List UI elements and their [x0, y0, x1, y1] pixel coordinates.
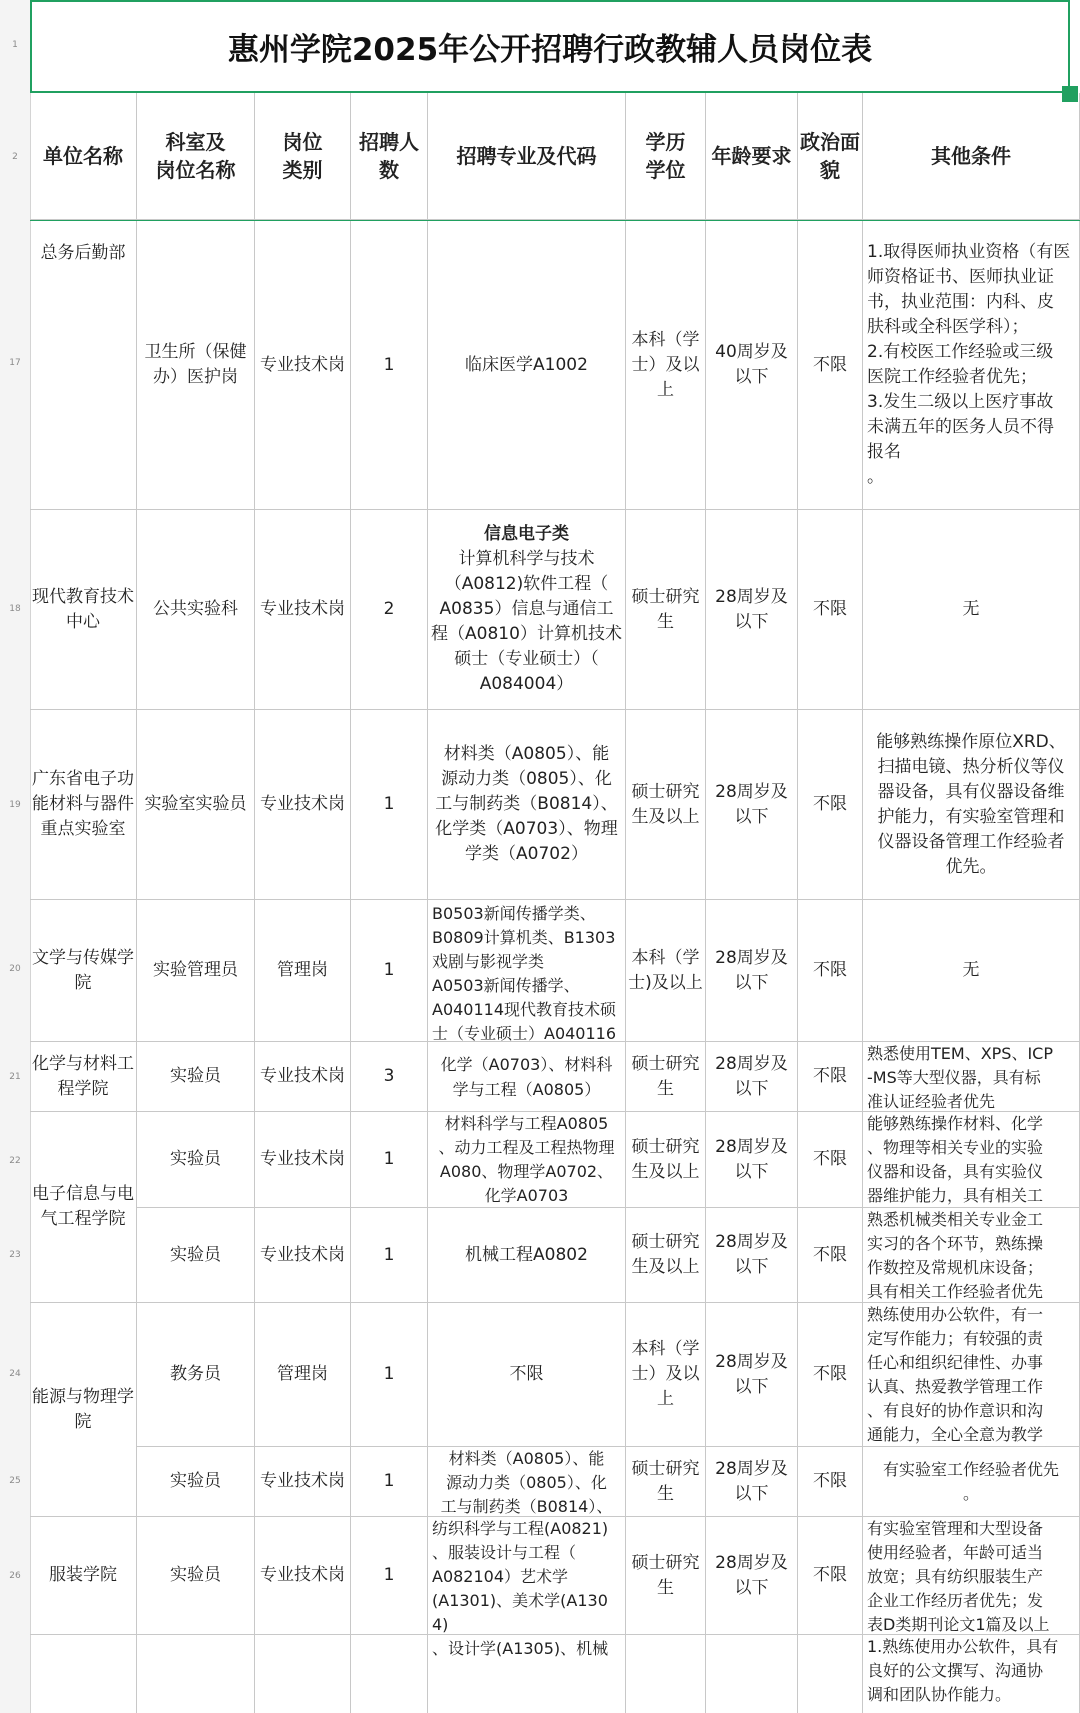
cell-unit[interactable]: 化学与材料工 程学院 [30, 1042, 137, 1112]
cell-post[interactable]: 实验管理员 [137, 900, 255, 1042]
cell-education[interactable]: 硕士研究 生及以上 [626, 1208, 706, 1303]
cell-age[interactable]: 28周岁及 以下 [706, 1303, 798, 1447]
cell-political[interactable]: 不限 [798, 1447, 863, 1517]
cell-education[interactable]: 硕士研究 生及以上 [626, 1112, 706, 1208]
cell-education[interactable]: 硕士研究 生 [626, 1517, 706, 1635]
cell-political[interactable]: 不限 [798, 1112, 863, 1208]
cell-unit[interactable]: 电子信息与电 气工程学院 [30, 1112, 137, 1303]
cell-post[interactable]: 实验员 [137, 1447, 255, 1517]
cell-age[interactable]: 28周岁及 以下 [706, 1112, 798, 1208]
cell-major[interactable]: 材料类（A0805）、能 源动力类（0805）、化 工与制药类（B0814）、 化学类（A0703）、物理 学类（A0702） [428, 710, 626, 900]
cell-other[interactable]: 1.熟练使用办公软件，具有 良好的公文撰写、沟通协 调和团队协作能力。 [863, 1635, 1080, 1713]
header-age[interactable]: 年龄要求 [706, 93, 798, 220]
row-number[interactable]: 22 [9, 1156, 21, 1166]
cell-education[interactable]: 硕士研究 生及以上 [626, 710, 706, 900]
cell-post[interactable]: 卫生所（保健 办）医护岗 [137, 221, 255, 510]
cell-other[interactable]: 熟悉机械类相关专业金工 实习的各个环节，熟练操 作数控及常规机床设备； 具有相关工作经验者优先 [863, 1208, 1080, 1303]
header-political[interactable]: 政治面 貌 [798, 93, 863, 220]
major-list-text: 计算机科学与技术 （A0812)软件工程（ A0835）信息与通信工 程（A0810）计算机技术 硕士（专业硕士）（ A084004） [431, 549, 622, 694]
cell-count[interactable]: 3 [351, 1042, 428, 1112]
cell-type[interactable]: 专业技术岗 [255, 1517, 351, 1635]
cell-other[interactable]: 1.取得医师执业资格（有医 师资格证书、医师执业证 书，执业范围：内科、皮 肤科或全科医学科）； 2.有校医工作经验或三级 医院工作经验者优先； 3.发生二级以上医疗事故 未满五年的医务人员不得 报名 。 [863, 221, 1080, 510]
row-number[interactable]: 24 [9, 1369, 21, 1379]
cell-type[interactable]: 专业技术岗 [255, 221, 351, 510]
cell-count[interactable]: 1 [351, 1303, 428, 1447]
header-type[interactable]: 岗位 类别 [255, 93, 351, 220]
cell-political[interactable] [798, 1635, 863, 1713]
cell-political[interactable]: 不限 [798, 510, 863, 710]
cell-education[interactable]: 本科（学 士）及以 上 [626, 221, 706, 510]
cell-major[interactable] [428, 1635, 626, 1713]
cell-other[interactable]: 能够熟练操作原位XRD、 扫描电镜、热分析仪等仪 器设备，具有仪器设备维 护能力，有实验室管理和 仪器设备管理工作经验者 优先。 [863, 710, 1080, 900]
row-number[interactable]: 20 [9, 964, 21, 974]
cell-education[interactable]: 本科（学 士）及以 上 [626, 1303, 706, 1447]
cell-type[interactable]: 专业技术岗 [255, 710, 351, 900]
row-number[interactable]: 21 [9, 1072, 21, 1082]
cell-unit[interactable]: 文学与传媒学 院 [30, 900, 137, 1042]
cell-age[interactable]: 28周岁及 以下 [706, 510, 798, 710]
cell-major[interactable]: 材料类（A0805）、能 源动力类（0805）、化 工与制药类（B0814）、 [428, 1447, 626, 1517]
cell-post[interactable]: 教务员 [137, 1303, 255, 1447]
cell-count[interactable] [351, 1635, 428, 1713]
cell-unit[interactable]: 服装学院 [30, 1517, 137, 1635]
cell-post[interactable] [137, 1635, 255, 1713]
cell-education[interactable]: 硕士研究 生 [626, 1042, 706, 1112]
row-number[interactable]: 18 [9, 604, 21, 614]
cell-type[interactable]: 专业技术岗 [255, 1042, 351, 1112]
header-post[interactable]: 科室及 岗位名称 [137, 93, 255, 220]
cell-other[interactable]: 有实验室工作经验者优先 。 [863, 1447, 1080, 1517]
cell-count[interactable]: 2 [351, 510, 428, 710]
cell-post[interactable]: 实验室实验员 [137, 710, 255, 900]
cell-unit[interactable]: 总务后勤部 [30, 221, 137, 510]
cell-major[interactable]: 纺织科学与工程(A0821) 、服装设计与工程（ A082104）艺术学 (A1301)、美术学(A1304) 、设计学(A1305)、机械 [428, 1517, 626, 1635]
cell-post[interactable]: 实验员 [137, 1208, 255, 1303]
cell-education[interactable]: 硕士研究 生 [626, 1447, 706, 1517]
row-number[interactable]: 25 [9, 1476, 21, 1486]
cell-education[interactable] [626, 1635, 706, 1713]
cell-post[interactable]: 实验员 [137, 1042, 255, 1112]
cell-political[interactable]: 不限 [798, 1303, 863, 1447]
cell-age[interactable]: 28周岁及 以下 [706, 1042, 798, 1112]
cell-type[interactable]: 专业技术岗 [255, 1447, 351, 1517]
cell-unit[interactable]: 能源与物理学 院 [30, 1303, 137, 1517]
cell-major[interactable]: B0503新闻传播学类、 B0809计算机类、B1303 戏剧与影视学类 A0503新闻传播学、 A040114现代教育技术硕 士（专业硕士）A040116 [428, 900, 626, 1042]
cell-other[interactable]: 有实验室管理和大型设备 使用经验者，年龄可适当 放宽；具有纺织服装生产 企业工作经历者优先；发 表D类期刊论文1篇及以上 [863, 1517, 1080, 1635]
cell-political[interactable]: 不限 [798, 1042, 863, 1112]
cell-count[interactable]: 1 [351, 221, 428, 510]
cell-unit[interactable] [30, 1635, 137, 1713]
cell-political[interactable]: 不限 [798, 710, 863, 900]
cell-major[interactable]: 化学（A0703）、材料科 学与工程（A0805） [428, 1042, 626, 1112]
cell-other[interactable]: 熟练使用办公软件，有一 定写作能力；有较强的责 任心和组织纪律性、办事 认真、热爱教学管理工作 、有良好的协作意识和沟 通能力，全心全意为教学 [863, 1303, 1080, 1447]
cell-type[interactable]: 专业技术岗 [255, 1112, 351, 1208]
row-number[interactable]: 1 [12, 40, 18, 50]
cell-unit[interactable]: 现代教育技术 中心 [30, 510, 137, 710]
cell-age[interactable]: 28周岁及 以下 [706, 900, 798, 1042]
cell-age[interactable]: 28周岁及 以下 [706, 1208, 798, 1303]
cell-post[interactable]: 实验员 [137, 1517, 255, 1635]
cell-education[interactable]: 本科（学 士)及以上 [626, 900, 706, 1042]
row-number[interactable]: 19 [9, 800, 21, 810]
row-number[interactable]: 17 [9, 358, 21, 368]
cell-type[interactable]: 专业技术岗 [255, 510, 351, 710]
cell-age[interactable]: 40周岁及 以下 [706, 221, 798, 510]
cell-political[interactable]: 不限 [798, 1208, 863, 1303]
cell-other[interactable]: 能够熟练操作材料、化学 、物理等相关专业的实验 仪器和设备，具有实验仪 器维护能力，具有相关工 [863, 1112, 1080, 1208]
sheet-title-cell[interactable]: 惠州学院2025年公开招聘行政教辅人员岗位表 [30, 0, 1070, 93]
cell-count[interactable]: 1 [351, 710, 428, 900]
major-category-label: 信息电子类 [484, 524, 569, 544]
cell-other[interactable]: 无 [863, 900, 1080, 1042]
row-number-gutter [0, 0, 31, 1713]
cell-other[interactable]: 熟悉使用TEM、XPS、ICP -MS等大型仪器，具有标 准认证经验者优先 [863, 1042, 1080, 1112]
cell-major[interactable]: 临床医学A1002 [428, 221, 626, 510]
cell-count[interactable]: 1 [351, 1517, 428, 1635]
cell-post[interactable]: 实验员 [137, 1112, 255, 1208]
cell-major[interactable]: 材料科学与工程A0805 、动力工程及工程热物理 A080、物理学A0702、 化学A0703 [428, 1112, 626, 1208]
cell-age[interactable]: 28周岁及 以下 [706, 1447, 798, 1517]
header-unit[interactable]: 单位名称 [30, 93, 137, 220]
cell-type[interactable]: 专业技术岗 [255, 1208, 351, 1303]
cell-unit[interactable]: 广东省电子功 能材料与器件 重点实验室 [30, 710, 137, 900]
header-education[interactable]: 学历 学位 [626, 93, 706, 220]
cell-major[interactable]: 机械工程A0802 [428, 1208, 626, 1303]
header-other[interactable]: 其他条件 [863, 93, 1080, 220]
cell-age[interactable]: 28周岁及 以下 [706, 1517, 798, 1635]
cell-education[interactable]: 硕士研究 生 [626, 510, 706, 710]
row-number[interactable]: 26 [9, 1571, 21, 1581]
cell-post[interactable]: 公共实验科 [137, 510, 255, 710]
cell-type[interactable]: 管理岗 [255, 900, 351, 1042]
cell-count[interactable]: 1 [351, 1208, 428, 1303]
row-number[interactable]: 2 [12, 152, 18, 162]
cell-political[interactable]: 不限 [798, 1517, 863, 1635]
cell-count[interactable]: 1 [351, 900, 428, 1042]
cell-major[interactable] [428, 510, 626, 710]
cell-age[interactable] [706, 1635, 798, 1713]
cell-type[interactable] [255, 1635, 351, 1713]
cell-count[interactable]: 1 [351, 1112, 428, 1208]
cell-other[interactable]: 无 [863, 510, 1080, 710]
cell-age[interactable]: 28周岁及 以下 [706, 710, 798, 900]
row-number[interactable]: 23 [9, 1250, 21, 1260]
cell-major[interactable]: 不限 [428, 1303, 626, 1447]
cell-political[interactable]: 不限 [798, 900, 863, 1042]
header-major[interactable]: 招聘专业及代码 [428, 93, 626, 220]
cell-count[interactable]: 1 [351, 1447, 428, 1517]
header-count[interactable]: 招聘人 数 [351, 93, 428, 220]
cell-political[interactable]: 不限 [798, 221, 863, 510]
cell-type[interactable]: 管理岗 [255, 1303, 351, 1447]
